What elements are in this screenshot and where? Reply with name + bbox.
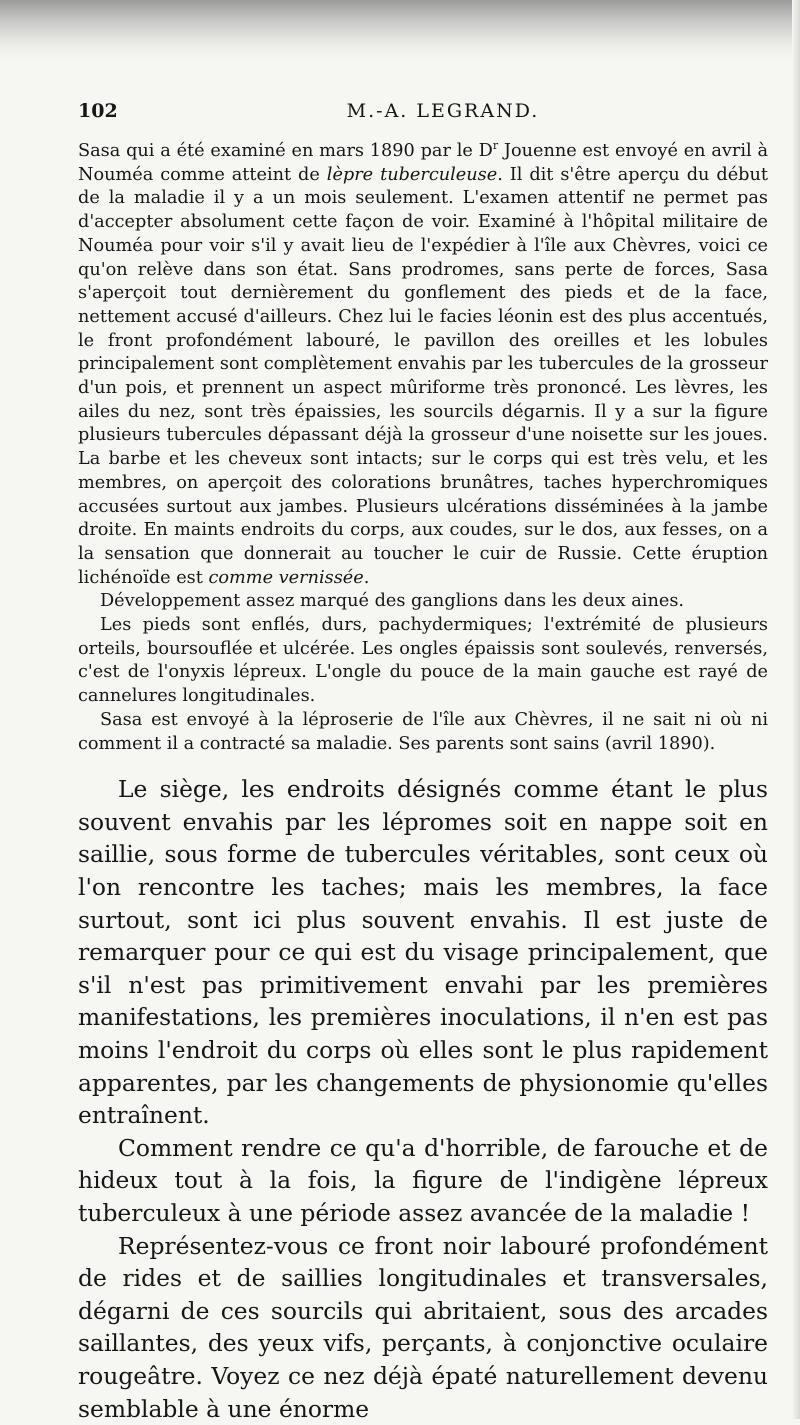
body-paragraph: Représentez-vous ce front noir labouré profondément de rides et de saillies longitudinales et transversales, dégarni de ces sourcils qui abritaient, sous des arcades saillantes, des yeux vifs, perçants, à conjonctive oculaire rougeâtre. Voyez ce nez déjà épaté naturellement devenu semblable à une énorme xyxy=(78,1231,768,1423)
book-page xyxy=(78,100,768,1425)
case-paragraph: Les pieds sont enflés, durs, pachydermiques; l'extrémité de plusieurs orteils, boursouflée et ulcérée. Les ongles épaissis sont soulevés, renversés, c'est de l'onyxis lépreux. L'ongle du pouce de la main gauche est rayé de cannelures longitudinales. xyxy=(78,615,768,707)
eruption-italic: comme vernissée xyxy=(208,567,364,588)
scan-shadow-top xyxy=(0,0,800,60)
case-paragraph: Développement assez marqué des ganglions dans les deux aines. xyxy=(100,591,685,612)
case-text: Jouenne est envoyé en avril à Nouméa comme atteint de xyxy=(78,141,768,185)
case-text: . xyxy=(363,567,370,588)
body-paragraph: Le siège, les endroits désignés comme étant le plus souvent envahis par les lépromes soit en nappe soit en saillie, sous forme de tubercules véritables, sont ceux où l'on rencontre les taches; mais les membres, la face surtout, sont ici plus souvent envahis. Il est juste de remarquer pour ce qui est du visage principalement, que s'il n'est pas primitivement envahi par les premières manifestations, les premières inoculations, il n'en est pas moins l'endroit du corps où elles sont le plus rapidement apparentes, par les changements de physionomie qu'elles entraînent. xyxy=(78,775,768,1130)
running-title: M.-A. LEGRAND. xyxy=(346,100,540,122)
page-number: 102 xyxy=(78,100,118,122)
case-text: Sasa qui a été examiné en mars 1890 par le D xyxy=(78,141,493,161)
page-header xyxy=(78,100,768,130)
diagnosis-italic: lèpre tuberculeuse xyxy=(326,164,498,185)
doctor-abbrev-superscript: r xyxy=(492,139,499,153)
case-text: . Il dit s'être aperçu du début de la maladie il y a un mois seulement. L'examen attentif ne permet pas d'accepter absolument cette façon de voir. Examiné à l'hôpital militaire de Nouméa pour voir s'il y avait lieu de l'expédier à l'île aux Chèvres, voici ce qu'on relève dans son état. Sans prodromes, sans perte de forces, Sasa s'aperçoit tout dernièrement du gonflement des pieds et de la face, nettement accusé d'ailleurs. Chez lui le facies léonin est des plus accentués, le front profondément labouré, le pavillon des oreilles et les lobules principalement sont complètement envahis par les tubercules de la grosseur d'un pois, et prennent un aspect mûriforme très prononcé. Les lèvres, les ailes du nez, sont très épaissies, les sourcils dégarnis. Il y a sur la figure plusieurs tubercules dépassant déjà la grosseur d'une noisette sur les joues. La barbe et les cheveux sont intacts; sur le corps qui est très velu, et les membres, on aperçoit des colorations brunâtres, taches hyperchromiques accusées surtout aux jambes. Plusieurs ulcérations disséminées à la jambe droite. En maints endroits du corps, aux coudes, sur le dos, aux fesses, on a la sensation que donnerait au toucher le cuir de Russie. Cette éruption lichénoïde est xyxy=(78,164,768,588)
main-text xyxy=(78,773,768,1425)
case-paragraph: Sasa est envoyé à la léproserie de l'île aux Chèvres, il ne sait ni où ni comment il a contracté sa maladie. Ses parents sont sains (avril 1890). xyxy=(78,709,768,754)
case-paragraph xyxy=(78,140,768,590)
case-report xyxy=(78,140,768,756)
body-paragraph: Comment rendre ce qu'a d'horrible, de farouche et de hideux tout à la fois, la figure de l'indigène lépreux tuberculeux à une période assez avancée de la maladie ! xyxy=(78,1133,768,1227)
scan-shadow-right xyxy=(792,0,800,1419)
